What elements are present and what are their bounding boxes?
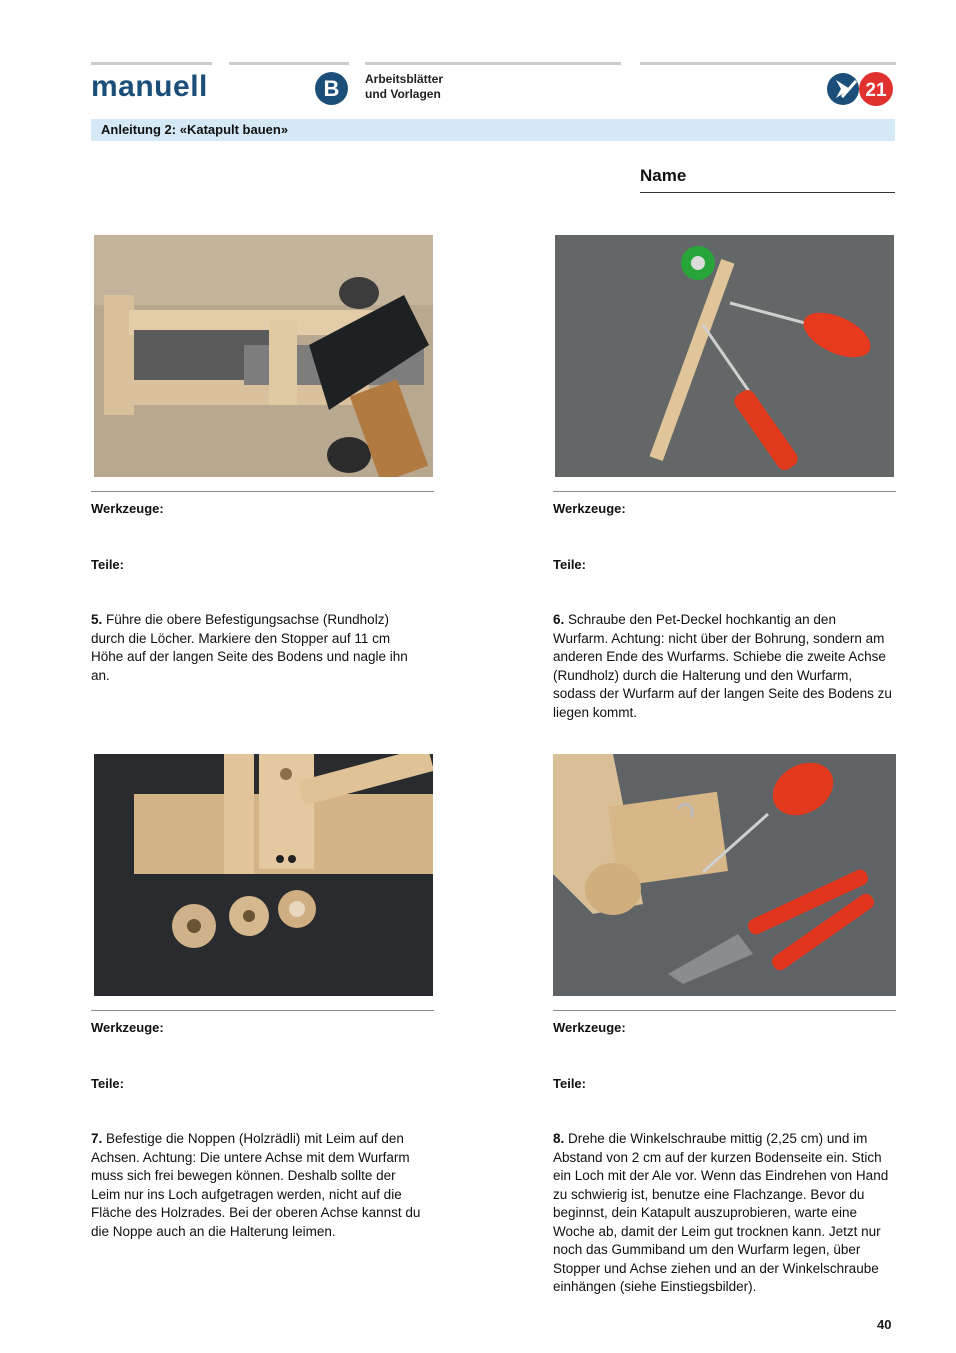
brand-logo: manuell bbox=[91, 70, 208, 103]
parts-label-8: Teile: bbox=[553, 1076, 586, 1091]
photo-step-7 bbox=[94, 754, 433, 996]
step-8-number: 8. bbox=[553, 1131, 565, 1146]
header-rule-1 bbox=[91, 62, 212, 65]
header-rule-2 bbox=[229, 62, 349, 65]
lp21-arrow-icon bbox=[826, 71, 896, 107]
separator-4 bbox=[553, 1010, 896, 1011]
banner-title: Anleitung 2: «Katapult bauen» bbox=[101, 122, 289, 137]
header-subtitle bbox=[365, 72, 443, 102]
title-banner bbox=[91, 119, 895, 141]
name-label: Name bbox=[640, 166, 687, 185]
name-line[interactable] bbox=[640, 192, 895, 193]
tools-label-6: Werkzeuge: bbox=[553, 501, 626, 516]
step-7-body: Befestige die Noppen (Holzrädli) mit Leim auf den Achsen. Achtung: Die untere Achse mit dem Wurfarm muss sich frei bewegen können. Deshalb sollte der Leim nur ins Loch aufgetragen werden, nicht auf die Fläche des Holzrades. Bei der oberen Achse kannst du die Noppe auch an die Halterung leimen. bbox=[91, 1131, 421, 1239]
step-5-body: Führe die obere Befestigungsachse (Rundholz) durch die Löcher. Markiere den Stopper auf 11 cm Höhe auf der langen Seite des Bodens und nagle ihn an. bbox=[91, 612, 408, 683]
separator-2 bbox=[553, 491, 896, 492]
step-6-text bbox=[553, 611, 893, 722]
photo-step-8 bbox=[553, 754, 896, 996]
step-5-number: 5. bbox=[91, 612, 103, 627]
subtitle-line-1: Arbeitsblätter bbox=[365, 72, 444, 86]
subtitle-line-2: und Vorlagen bbox=[365, 87, 441, 101]
step-7-text bbox=[91, 1130, 426, 1241]
step-8-text bbox=[553, 1130, 895, 1297]
parts-label-7: Teile: bbox=[91, 1076, 124, 1091]
photo-step-6 bbox=[555, 235, 894, 477]
step-6-number: 6. bbox=[553, 612, 565, 627]
parts-label-6: Teile: bbox=[553, 557, 586, 572]
page-number: 40 bbox=[877, 1317, 892, 1332]
lp-number: 21 bbox=[865, 80, 887, 101]
step-5-text bbox=[91, 611, 426, 685]
header-rule-3 bbox=[365, 62, 621, 65]
step-8-body: Drehe die Winkelschraube mittig (2,25 cm) und im Abstand von 2 cm auf der kurzen Bodenseite ein. Stich ein Loch mit der Ale vor. Wenn das Eindrehen von Hand zu schwierig ist, benutze eine Flachzange. Bevor du beginnst, dein Katapult auszuprobieren, warte eine Woche ab, damit der Leim gut trocknen kann. Jetzt nur noch das Gummiband um den Wurfarm legen, über Stopper und Achse ziehen und an der Winkelschraube einhängen (siehe Einstiegsbilder). bbox=[553, 1131, 889, 1294]
separator-1 bbox=[91, 491, 434, 492]
separator-3 bbox=[91, 1010, 434, 1011]
step-6-body: Schraube den Pet-Deckel hochkantig an den Wurfarm. Achtung: nicht über der Bohrung, sondern am anderen Ende des Wurfarms. Schiebe die zweite Achse (Rundholz) durch die Halterung und den Wurfarm, sodass der Wurfarm auf der langen Seite des Bodens zu liegen kommt. bbox=[553, 612, 892, 720]
lehrplan-21-logo bbox=[826, 71, 896, 107]
section-badge: B bbox=[315, 72, 348, 105]
parts-label-5: Teile: bbox=[91, 557, 124, 572]
step-7-number: 7. bbox=[91, 1131, 103, 1146]
tools-label-8: Werkzeuge: bbox=[553, 1020, 626, 1035]
photo-step-5 bbox=[94, 235, 433, 477]
header-rule-4 bbox=[640, 62, 896, 65]
tools-label-5: Werkzeuge: bbox=[91, 501, 164, 516]
tools-label-7: Werkzeuge: bbox=[91, 1020, 164, 1035]
